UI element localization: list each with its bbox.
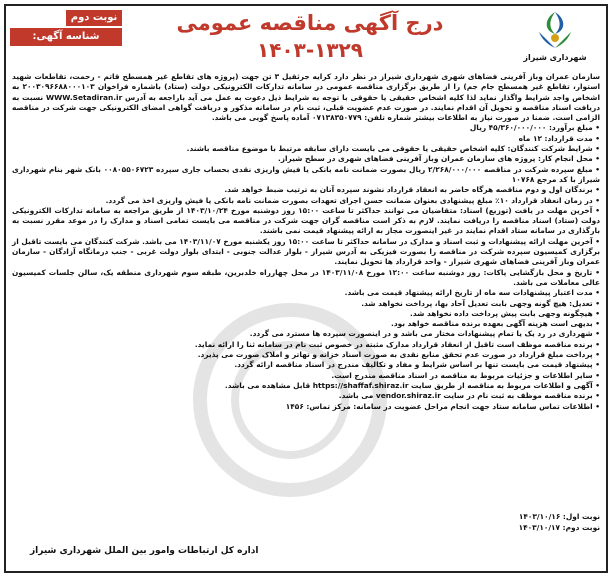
list-item: • سایر اطلاعات و جزئیات مربوط به مناقصه در اسناد مناقصه مندرج است. bbox=[12, 371, 600, 381]
publication-dates bbox=[519, 512, 600, 533]
notice-body bbox=[12, 72, 600, 412]
list-item: • مدت اعتبار پیشنهادات سه ماه از تاریخ ارائه پیشنهاد قیمت می باشد. bbox=[12, 288, 600, 298]
list-item: • آخرین مهلت ارائه پیشنهادات و ثبت اسناد و مدارک در سامانه حداکثر تا ساعت ۱۵:۰۰ روز یکشنبه مورخ ۱۴۰۳/۱۱/۰۷ می باشد. شرکت کنندگان می بایست تاقبل از برگزاری کمیسیون سپرده شرکت در مناقصه را بصورت فیزیکی به آدرس شیراز - بلوار عدالت جنوبی - ابتدای بلوار دولت غربی - جنب درمانگاه آزادگان - سازمان عمران وباز آفرینی فضاهای شهری شیراز - واحد قرارداد ها تحویل نمایند. bbox=[12, 237, 600, 268]
list-item: • آخرین مهلت در یافت (توزیع) اسناد: متقاضیان می توانند حداکثر تا ساعت ۱۵:۰۰ روز دوشنبه مورخ ۱۴۰۳/۱۰/۲۴ از طریق مراجعه به سامانه تدارکات الکترونیکی دولت (ستاد) اسناد مناقصه را دریافت نمایند. لازم به ذکر است مناقصه گران جهت شرکت در مناقصه می بایست تمامی اسناد و مدارک را در موعد مقرر نسبت به بارگذاری در سامانه ستاد اقدام نمایند در غیر اینصورت مجاز به ارائه پیشنهاد قیمت نمی باشند. bbox=[12, 206, 600, 237]
first-round-date: نوبت اول: ۱۴۰۳/۱۰/۱۶ bbox=[518, 512, 600, 521]
page-title: درج آگهی مناقصه عمومی bbox=[176, 11, 444, 35]
list-item: • برنده مناقصه موظف است تاقبل از انعقاد قرارداد مدارک مثبته در خصوص ثبت نام در سامانه ثنا را ارائه نماید. bbox=[12, 340, 600, 350]
list-item: • پیشنهاد قیمت می بایست تنها بر اساس شرایط و مفاد و تکالیف مندرج در اسناد مناقصه ارائه گردد. bbox=[12, 360, 600, 370]
list-item: • محل انجام کار: پروژه های سازمان عمران وباز آفرینی فضاهای شهری در سطح شیراز. bbox=[12, 154, 600, 164]
title-block bbox=[170, 8, 450, 62]
intro-paragraph: سازمان عمران وباز آفرینی فضاهای شهری شهرداری شیراز در نظر دارد کرایه جرثقیل ۳ تن جهت (پروژه های تقاطع غیر همسطح قاتم - رحمت، تقاطعات شهید استوار، تقاطع غیر همسطح جام جم) را از طریق برگزاری مناقصه عمومی در سامانه تدارکات الکترونیکی دولت (ستاد) باشماره فراخوان ۲۰۰۳۰۹۶۶۸۸۰۰۰۱۰۳ به اشخاص واجد شرایط واگذار نماید لذا کلیه اشخاص حقیقی یا حقوقی با توجه به شرایط ذیل دعوت به عمل می آید باراجعه به آدرس WWW.Setadiran.ir نسبت به دریافت اسناد مناقصه و تحویل آن اقدام نمایند. در صورت عدم عضویت قبلی، ثبت نام در سامانه مذکور و دریافت گواهی امضای الکترونیکی جهت شرکت در مناقصه الزامی است. ضمنا در صورت نیاز به اطلاعات بیشتر شماره تلفن: ۰۷۱۳۸۳۵۰۷۷۹ آماده پاسخ گویی می باشد. bbox=[12, 72, 600, 123]
list-item: • برندگان اول و دوم مناقصه هرگاه حاضر به انعقاد قرارداد نشوند سپرده آنان به ترتیب ضبط خواهد شد. bbox=[12, 185, 600, 195]
list-item: • تعدیل: هیچ گونه وجهی بابت تعدیل آحاد بها، پرداخت نخواهد شد. bbox=[12, 299, 600, 309]
list-item: • آگهی و اطلاعات مربوط به مناقصه از طریق سایت https://shaffaf.shiraz.ir قابل مشاهده می باشد. bbox=[12, 381, 600, 391]
issue-round-label: نوبت دوم bbox=[66, 10, 122, 26]
list-item: • پرداخت مبلغ قرارداد در صورت عدم تحقق منابع نقدی به صورت اسناد خزانه و تهاتر و املاک صورت می پذیرد. bbox=[12, 350, 600, 360]
list-item: • برنده مناقصه موظف به ثبت نام در سایت vendor.shiraz.ir می باشد. bbox=[12, 391, 600, 401]
municipality-logo bbox=[512, 8, 598, 62]
list-item: • بدیهی است هزینه آگهی بعهده برنده مناقصه خواهد بود. bbox=[12, 319, 600, 329]
list-item: • مدت قرارداد: ۱۲ ماه bbox=[12, 134, 600, 144]
second-round-date: نوبت دوم: ۱۴۰۳/۱۰/۱۷ bbox=[518, 522, 600, 532]
issue-badge bbox=[10, 10, 122, 60]
list-item: • تاریخ و محل بازگشایی پاکات: روز دوشنبه ساعت ۱۲:۰۰ مورخ ۱۴۰۳/۱۱/۰۸ در محل چهارراه خلدبرین، طبقه سوم شهرداری منطقه یک، سالن جلسات کمیسیون عالی معاملات می باشد. bbox=[12, 268, 600, 289]
list-item: • شهرداری در رد یک یا تمام پیشنهادات مختار می باشد و در اینصورت سپرده ها مسترد می گردد. bbox=[12, 329, 600, 339]
list-item: • هیچگونه وجهی بابت پیش پرداخت داده نخواهد شد. bbox=[12, 309, 600, 319]
list-item: • مبلغ برآورد: ۴۵/۳۶۰/۰۰۰/۰۰۰ ریال bbox=[12, 123, 600, 133]
issuer-signature: اداره کل ارتباطات وامور بین الملل شهرداری شیراز bbox=[30, 546, 259, 556]
logo-caption: شهرداری شیراز bbox=[523, 53, 587, 62]
list-item: • اطلاعات تماس سامانه ستاد جهت انجام مراحل عضویت در سامانه: مرکز تماس: ۱۴۵۶ bbox=[12, 402, 600, 412]
list-item: • مبلغ سپرده شرکت در مناقصه ۲/۲۶۸/۰۰۰/۰۰۰ ریال بصورت ضمانت نامه بانکی یا فیش واریزی نقدی بحساب جاری سپرده ۰۰۸۰۵۵۰۶۷۲۳ بانک شهر بنام شهرداری شیراز با کد مرجع ۱۰۷۶۸ bbox=[12, 165, 600, 186]
shiraz-logo-icon bbox=[533, 8, 577, 52]
ad-id-label: شناسه آگهی: ۱۸۵۸۴۸۷ bbox=[10, 28, 122, 46]
tender-number: ۱۴۰۳-۱۳۲۹ bbox=[257, 38, 363, 62]
list-item: • در زمان انعقاد قرارداد ۱۰٪ مبلغ پیشنهادی بعنوان ضمانت حسن اجرای تعهدات بصورت ضمانت نامه بانکی یا فیش واریزی اخذ می گردد. bbox=[12, 196, 600, 206]
list-item: • شرایط شرکت کنندگان: کلیه اشخاص حقیقی یا حقوقی می بایست دارای سابقه مرتبط با موضوع مناقصه باشند. bbox=[12, 144, 600, 154]
